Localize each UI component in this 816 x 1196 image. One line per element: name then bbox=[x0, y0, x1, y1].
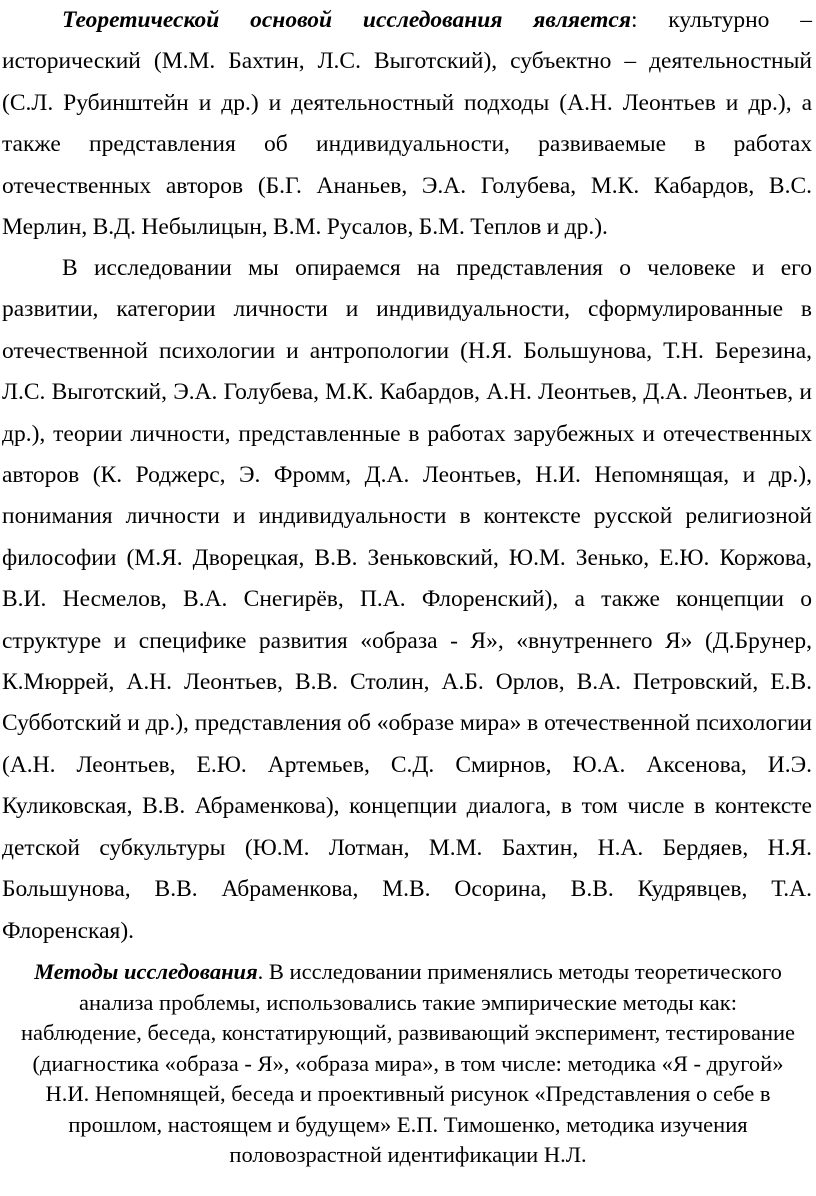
paragraph-theoretical-basis bbox=[2, 0, 812, 248]
paragraph-text-research-methods: . В исследовании применялись методы теоретического анализа проблемы, использовались такие эмпирические методы как: наблюдение, беседа, констатирующий, развивающий эксперимент, тестирование (диагностика «образа - Я», «образа мира», в том числе: методика «Я - другой» Н.И. Непомнящей, беседа и проективный рисунок «Представления о себе в прошлом, настоящем и будущем» Е.П. Тимошенко, методика изучения половозрастной идентификации Н.Л. bbox=[20, 959, 796, 1167]
paragraph-research-concepts bbox=[2, 248, 812, 952]
paragraph-text-theoretical-basis: : культурно – исторический (М.М. Бахтин, Л.С. Выготский), субъектно – деятельностный (С.Л. Рубинштейн и др.) и деятельностный подходы (А.Н. Леонтьев и др.), а также представления об индивидуальности, развиваемые в работах отечественных авторов (Б.Г. Ананьев, Э.А. Голубева, М.К. Кабардов, В.С. Мерлин, В.Д. Небылицын, В.М. Русалов, Б.М. Теплов и др.). bbox=[2, 7, 812, 241]
paragraph-research-methods bbox=[20, 957, 796, 1171]
paragraph-text-research-concepts: В исследовании мы опираемся на представления о человеке и его развитии, категории личности и индивидуальности, сформулированные в отечественной психологии и антропологии (Н.Я. Большунова, Т.Н. Березина, Л.С. Выготский, Э.А. Голубева, М.К. Кабардов, А.Н. Леонтьев, Д.А. Леонтьев, и др.), теории личности, представленные в работах зарубежных и отечественных авторов (К. Роджерс, Э. Фромм, Д.А. Леонтьев, Н.И. Непомнящая, и др.), понимания личности и индивидуальности в контексте русской религиозной философии (М.Я. Дворецкая, В.В. Зеньковский, Ю.М. Зенько, Е.Ю. Коржова, В.И. Несмелов, В.А. Снегирёв, П.А. Флоренский), а также концепции о структуре и специфике развития «образа - Я», «внутреннего Я» (Д.Брунер, К.Мюррей, А.Н. Леонтьев, В.В. Столин, А.Б. Орлов, В.А. Петровский, Е.В. Субботский и др.), представления об «образе мира» в отечественной психологии (А.Н. Леонтьев, Е.Ю. Артемьев, С.Д. Смирнов, Ю.А. Аксенова, И.Э. Куликовская, В.В. Абраменкова), концепции диалога, в том числе в контексте детской субкультуры (Ю.М. Лотман, М.М. Бахтин, Н.А. Бердяев, Н.Я. Большунова, В.В. Абраменкова, М.В. Осорина, В.В. Кудрявцев, Т.А. Флоренская). bbox=[2, 255, 812, 944]
paragraph-lead-research-methods: Методы исследования bbox=[34, 959, 258, 984]
paragraph-lead-theoretical-basis: Теоретической основой исследования является bbox=[62, 7, 631, 33]
